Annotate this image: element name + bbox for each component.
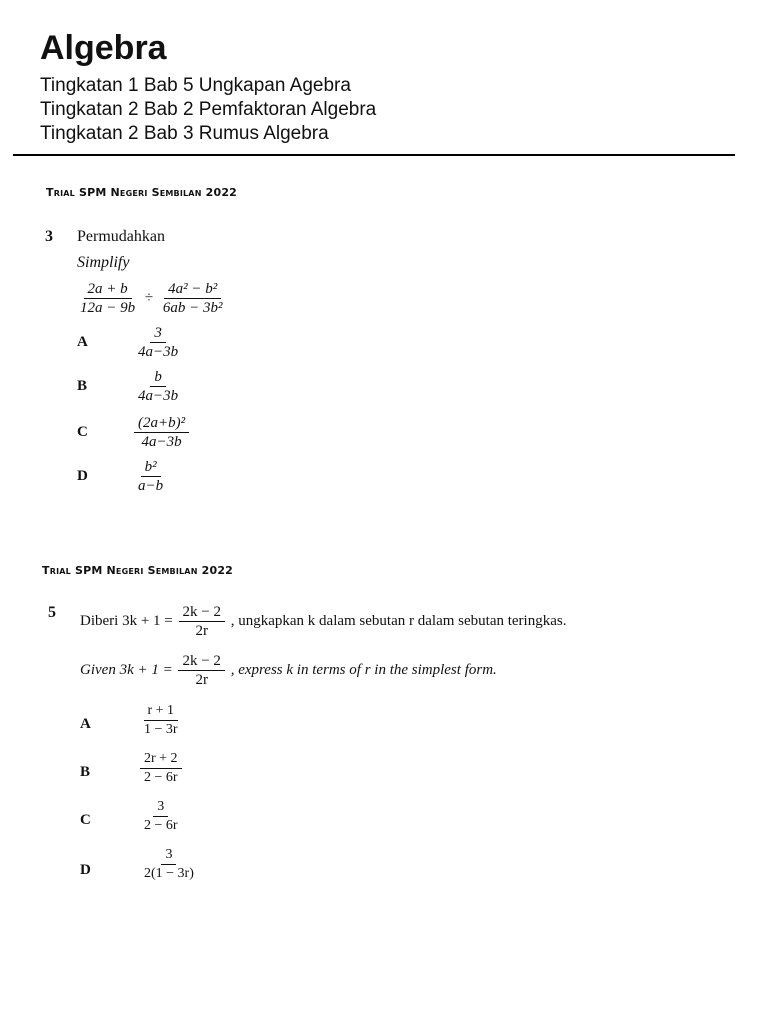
question-text-malay xyxy=(80,603,566,640)
option-answer xyxy=(138,846,200,883)
fraction xyxy=(76,280,139,317)
denominator: 2 − 6r xyxy=(144,818,178,833)
question-number: 3 xyxy=(45,228,53,245)
option-answer xyxy=(132,458,169,495)
fraction xyxy=(178,652,224,689)
numerator: b xyxy=(150,368,166,387)
divide-operator: ÷ xyxy=(144,289,154,306)
option-answer xyxy=(132,414,191,451)
option-letter: D xyxy=(80,862,91,878)
numerator: 2k − 2 xyxy=(179,603,225,622)
given-suffix: , ungkapkan k dalam sebutan r dalam sebutan teringkas. xyxy=(230,612,567,629)
numerator: 4a² − b² xyxy=(164,280,221,299)
option-letter: B xyxy=(80,764,91,780)
option-letter: C xyxy=(80,812,91,828)
fraction xyxy=(159,280,227,317)
chapter-line: Tingkatan 1 Bab 5 Ungkapan Agebra xyxy=(40,75,351,96)
denominator: 2(1 − 3r) xyxy=(144,866,194,881)
chapter-line: Tingkatan 2 Bab 3 Rumus Algebra xyxy=(40,123,329,144)
denominator: 4a−3b xyxy=(138,388,179,404)
option-letter: A xyxy=(77,334,88,350)
numerator: 3 xyxy=(150,324,166,343)
given-prefix: Given 3k + 1 = xyxy=(80,661,173,678)
numerator: r + 1 xyxy=(144,702,179,721)
question-expression xyxy=(74,280,228,317)
numerator: 2a + b xyxy=(84,280,132,299)
given-prefix: Diberi 3k + 1 = xyxy=(80,612,173,629)
option-answer xyxy=(138,702,184,739)
denominator: 6ab − 3b² xyxy=(162,300,223,316)
denominator: 2r xyxy=(195,672,208,688)
chapter-line: Tingkatan 2 Bab 2 Pemfaktoran Algebra xyxy=(40,99,377,120)
header-divider xyxy=(13,154,735,156)
denominator: 1 − 3r xyxy=(144,722,178,737)
option-letter: D xyxy=(77,468,88,484)
numerator: 3 xyxy=(153,798,168,817)
denominator: 4a−3b xyxy=(138,344,179,360)
denominator: 2 − 6r xyxy=(144,770,178,785)
option-letter: B xyxy=(77,378,88,394)
denominator: 12a − 9b xyxy=(80,300,136,316)
document-header xyxy=(40,26,740,146)
numerator: 2k − 2 xyxy=(178,652,224,671)
denominator: 2r xyxy=(195,623,208,639)
numerator: 3 xyxy=(161,846,176,865)
given-suffix: , express k in terms of r in the simplest form. xyxy=(230,661,497,678)
option-letter: A xyxy=(80,716,91,732)
option-answer xyxy=(138,798,184,835)
option-answer xyxy=(138,750,184,787)
numerator: b² xyxy=(141,458,161,477)
option-answer xyxy=(132,324,184,361)
question-number: 5 xyxy=(48,604,56,621)
page-title: Algebra xyxy=(40,29,167,67)
denominator: a−b xyxy=(138,478,164,494)
fraction xyxy=(179,603,225,640)
numerator: (2a+b)² xyxy=(134,414,189,433)
chapter-list xyxy=(40,74,740,146)
denominator: 4a−3b xyxy=(141,434,182,450)
instruction-malay: Permudahkan xyxy=(77,228,165,245)
instruction-english: Simplify xyxy=(77,254,130,271)
question-text-english xyxy=(80,652,497,689)
option-letter: C xyxy=(77,424,88,440)
question-source-label: Trial SPM Negeri Sembilan 2022 xyxy=(42,564,234,577)
numerator: 2r + 2 xyxy=(140,750,182,769)
option-answer xyxy=(132,368,184,405)
question-source-label: Trial SPM Negeri Sembilan 2022 xyxy=(46,186,238,199)
